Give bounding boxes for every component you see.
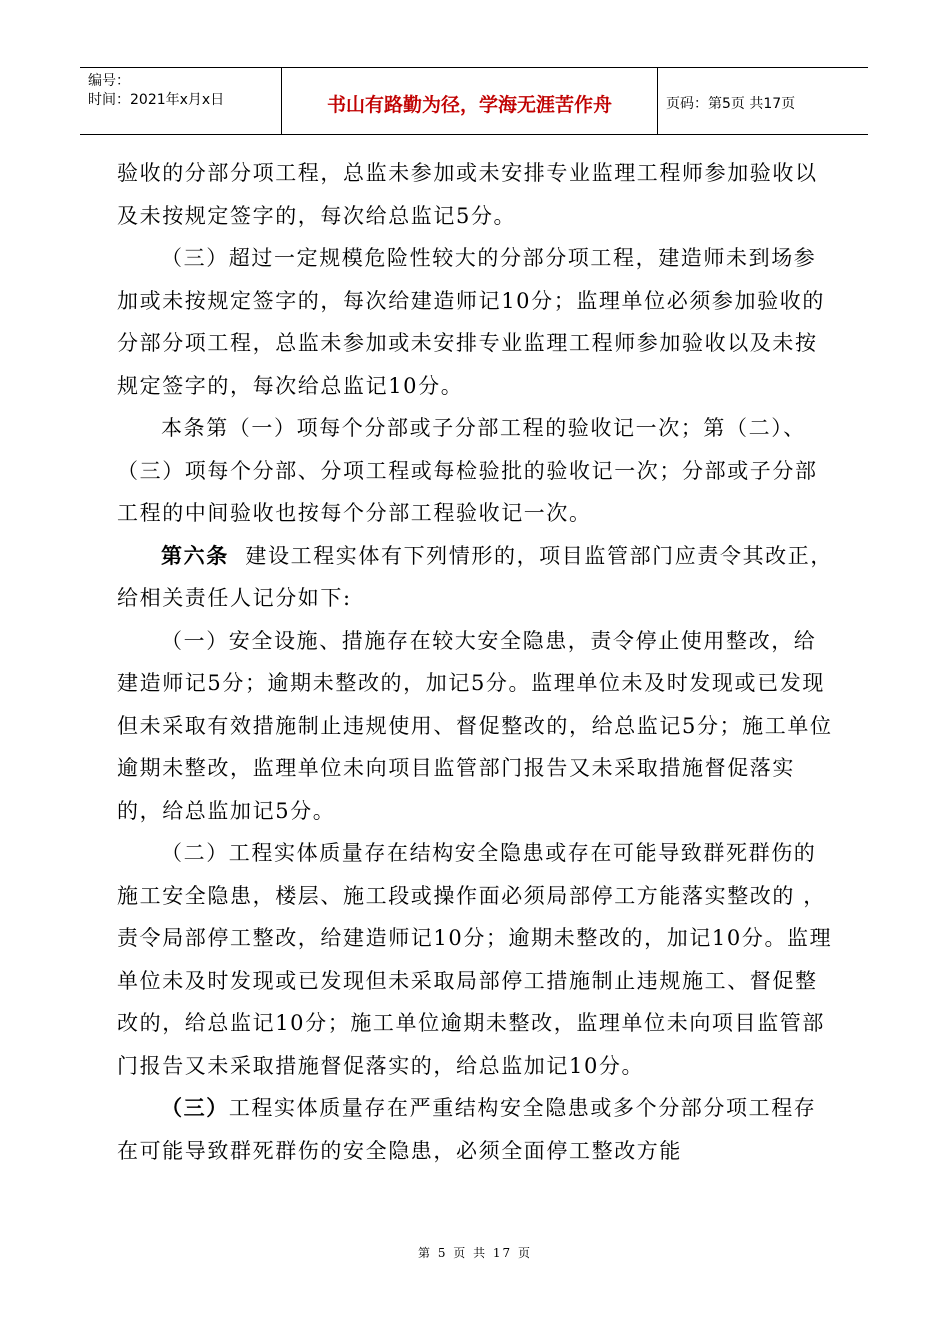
paragraph: （二）工程实体质量存在结构安全隐患或存在可能导致群死群伤的施工安全隐患，楼层、施工段或操作面必须局部停工方能落实整改的 ，责令局部停工整改，给建造师记10分；逾期未整改的，加记10分。监理单位未及时发现或已发现但未采取局部停工措施制止违规施工、督促整改的，给总监记10分；施工单位逾期未整改，监理单位未向项目监管部门报告又未采取措施督促落实的，给总监加记10分。 xyxy=(117,841,833,1078)
document-number: 编号： xyxy=(88,73,130,89)
header-page-number: 页码：第5页 共17页 xyxy=(666,96,796,112)
paragraph xyxy=(117,1087,833,1172)
header-page-cell xyxy=(658,68,868,134)
paragraph: 验收的分部分项工程，总监未参加或未安排专业监理工程师参加验收以及未按规定签字的，每次给总监记5分。 xyxy=(117,161,818,228)
document-date: 时间：2021年x月x日 xyxy=(88,92,225,108)
header-meta xyxy=(80,68,282,134)
header-motto-cell xyxy=(282,68,658,134)
article-heading: 第六条 xyxy=(161,542,229,568)
header-motto: 书山有路勤为径，学海无涯苦作舟 xyxy=(326,93,612,116)
article-text: 建设工程实体有下列情形的，项目监管部门应责令其改正，给相关责任人记分如下: xyxy=(117,543,833,610)
document-body xyxy=(117,152,833,1172)
paragraph: （一）安全设施、措施存在较大安全隐患，责令停止使用整改，给建造师记5分；逾期未整改的，加记5分。监理单位未及时发现或已发现但未采取有效措施制止违规使用、督促整改的，给总监记5分；施工单位逾期未整改，监理单位未向项目监管部门报告又未采取措施督促落实的，给总监加记5分。 xyxy=(117,628,833,823)
paragraph: （三）超过一定规模危险性较大的分部分项工程，建造师未到场参加或未按规定签字的，每次给建造师记10分；监理单位必须参加验收的分部分项工程，总监未参加或未安排专业监理工程师参加验收以及未按规定签字的，每次给总监记10分。 xyxy=(117,246,825,398)
page-footer: 第 5 页 共 17 页 xyxy=(418,1246,532,1260)
item-label: （三） xyxy=(161,1095,229,1120)
item-text: 工程实体质量存在严重结构安全隐患或多个分部分项工程存在可能导致群死群伤的安全隐患，必须全面停工整改方能 xyxy=(117,1096,817,1163)
paragraph: 本条第（一）项每个分部或子分部工程的验收记一次；第（二）、（三）项每个分部、分项工程或每检验批的验收记一次；分部或子分部工程的中间验收也按每个分部工程验收记一次。 xyxy=(117,416,818,525)
article-paragraph xyxy=(117,535,833,620)
page-header xyxy=(80,67,868,135)
